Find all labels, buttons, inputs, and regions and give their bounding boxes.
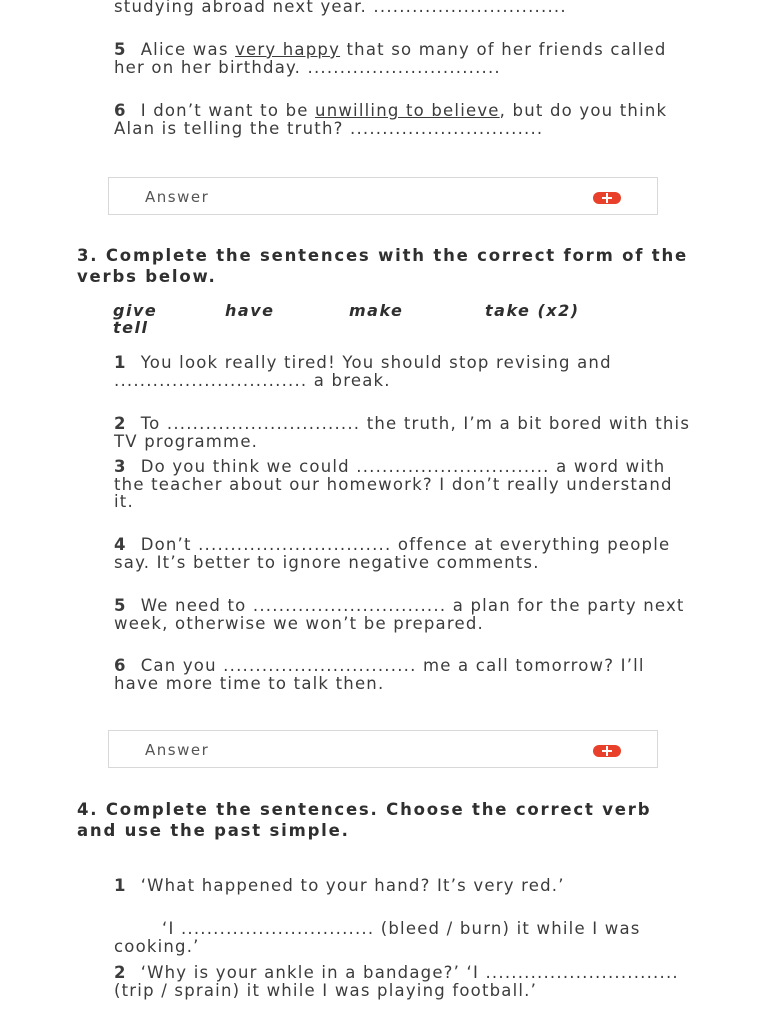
answer-toggle-section3[interactable] (108, 730, 658, 768)
s2-item6-pre: I don’t want to be (140, 101, 316, 120)
item-number: 6 (114, 101, 127, 120)
s4-item-1 (114, 877, 694, 895)
item-number: 2 (114, 963, 127, 982)
s3-item-6-text: Can you .............................. me a call tomorrow? I’ll have more time to talk then. (114, 656, 645, 693)
item-number: 1 (114, 353, 127, 372)
item-number: 4 (114, 535, 127, 554)
s3-item-3 (114, 458, 694, 511)
s3-item-5 (114, 597, 694, 632)
s4-item-1-text: ‘What happened to your hand? It’s very red.’ (140, 876, 565, 895)
answer-label: Answer (145, 741, 210, 759)
s3-item-4-text: Don’t .............................. offence at everything people say. It’s better to ignore negative comments. (114, 535, 671, 572)
s2-item6-post: , but do you think Alan is telling the truth? .............................. (114, 101, 668, 138)
verb-give: give (113, 301, 158, 320)
s3-item-3-text: Do you think we could .............................. a word with the teacher about our homework? I don’t really understand it. (114, 457, 673, 511)
item-number: 5 (114, 596, 127, 615)
plus-icon[interactable] (593, 745, 621, 757)
s2-item5-pre: Alice was (140, 40, 236, 59)
s3-item-5-text: We need to .............................. a plan for the party next week, otherwise we won’t be prepared. (114, 596, 685, 633)
s3-item-1 (114, 354, 694, 389)
s4-item-1-reply (114, 920, 694, 955)
s2-item6-underlined: unwilling to believe (315, 101, 500, 120)
s2-item5 (114, 41, 694, 76)
s3-item-6 (114, 657, 694, 692)
s4-item-2 (114, 964, 694, 999)
verb-list (113, 302, 633, 336)
s2-item4-tail (114, 0, 694, 16)
s3-item-4 (114, 536, 694, 571)
s3-item-2 (114, 415, 694, 450)
plus-icon[interactable] (593, 192, 621, 204)
answer-toggle-section2[interactable] (108, 177, 658, 215)
s2-item5-post: that so many of her friends called her on her birthday. .............................. (114, 40, 667, 77)
s2-item4-text: studying abroad next year. .............................. (114, 0, 567, 16)
section3-heading: 3. Complete the sentences with the correct form of the verbs below. (77, 246, 689, 286)
verb-take: take (x2) (485, 301, 580, 320)
item-number: 5 (114, 40, 127, 59)
s2-item5-underlined: very happy (235, 40, 341, 59)
item-number: 6 (114, 656, 127, 675)
verb-have: have (225, 301, 275, 320)
verb-tell: tell (113, 318, 149, 337)
s3-item-2-text: To .............................. the truth, I’m a bit bored with this TV programme. (114, 414, 691, 451)
item-number: 1 (114, 876, 127, 895)
s4-item-2-text: ‘Why is your ankle in a bandage?’ ‘I .............................. (trip / sprain) it while I was playing football.’ (114, 963, 679, 1000)
verb-make: make (349, 301, 404, 320)
item-number: 2 (114, 414, 127, 433)
s3-item-1-text: You look really tired! You should stop revising and .............................. a break. (114, 353, 612, 390)
item-number: 3 (114, 457, 127, 476)
answer-label: Answer (145, 188, 210, 206)
s4-item-1-reply-text: ‘I .............................. (bleed / burn) it while I was cooking.’ (114, 919, 641, 956)
s2-item6 (114, 102, 694, 137)
section4-heading: 4. Complete the sentences. Choose the correct verb and use the past simple. (77, 800, 652, 840)
